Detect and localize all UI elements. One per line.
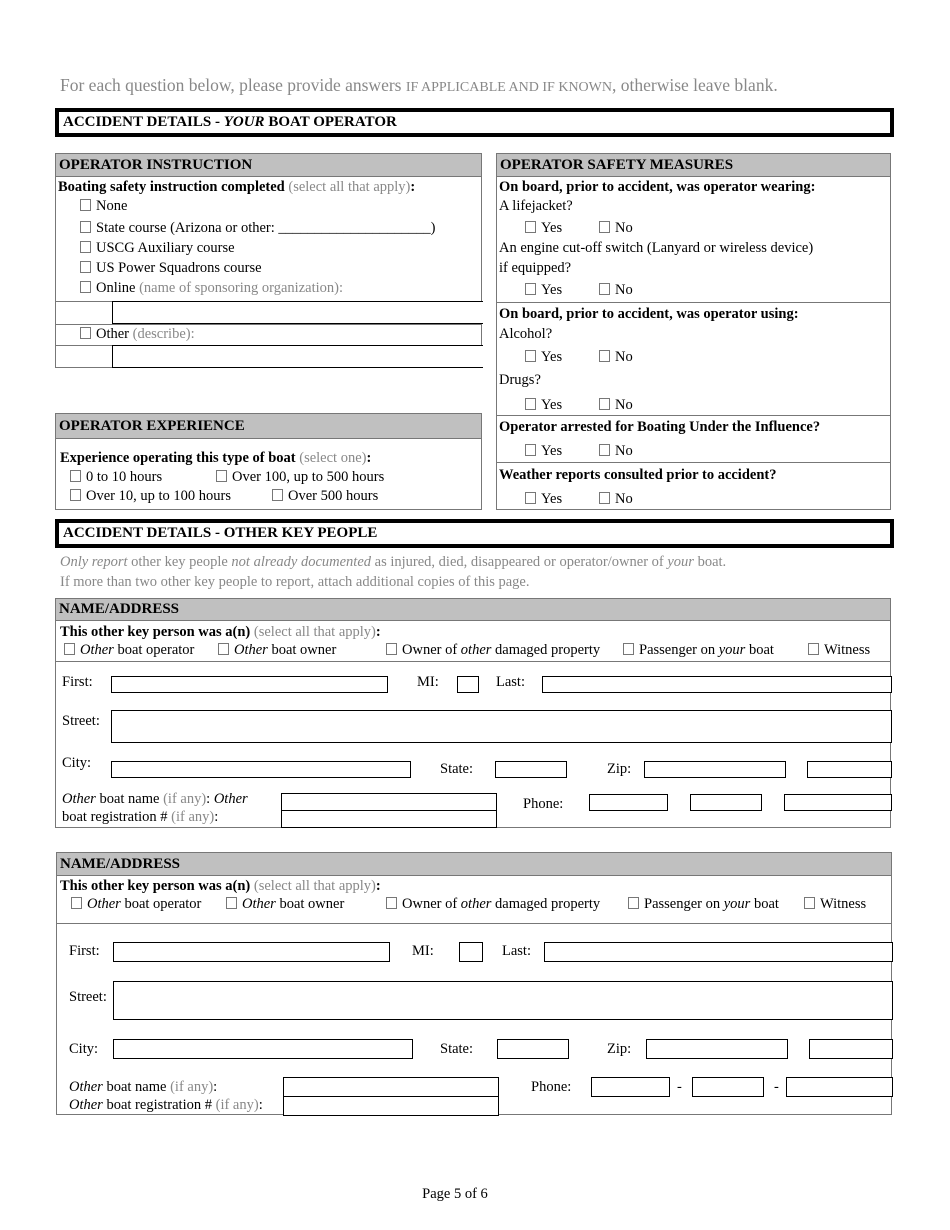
no-label: No — [615, 282, 633, 298]
boat-reg-label — [62, 809, 218, 826]
role-label: Witness — [820, 896, 867, 912]
role-italic: Other — [234, 642, 268, 658]
checkbox[interactable] — [226, 897, 237, 909]
no-label: No — [615, 397, 633, 413]
option-label: Online — [96, 280, 136, 296]
boat-reg-input[interactable] — [283, 1096, 499, 1116]
mi-input[interactable] — [457, 676, 479, 693]
checkbox[interactable] — [623, 643, 634, 655]
q-cutoff: An engine cut-off switch (Lanyard or wireless device) — [499, 240, 814, 256]
checkbox[interactable] — [216, 470, 227, 482]
label-hint: (if any) — [171, 809, 215, 825]
city-input[interactable] — [113, 1039, 413, 1059]
weather-yes[interactable] — [525, 491, 562, 508]
first-input[interactable] — [113, 942, 390, 962]
city-label: City: — [69, 1041, 99, 1057]
option-label: US Power Squadrons course — [96, 260, 262, 276]
section-operator-header — [55, 108, 894, 137]
option-uscg[interactable] — [80, 240, 235, 257]
role-label: boat — [750, 896, 779, 912]
zip4-input[interactable] — [807, 761, 892, 778]
note-text: boat. — [693, 554, 727, 570]
last-label: Last: — [496, 674, 525, 690]
label-italic: Other — [62, 791, 96, 807]
yes-label: Yes — [541, 491, 563, 507]
option-label: State course (Arizona or other: _____________________) — [96, 220, 436, 236]
question-hint: (select one) — [299, 450, 367, 466]
checkbox[interactable] — [599, 283, 610, 295]
section-title: ACCIDENT DETAILS - — [63, 114, 220, 130]
boat-reg-input[interactable] — [281, 810, 497, 828]
online-org-input[interactable] — [112, 301, 483, 324]
panel-title: NAME/ADDRESS — [57, 853, 891, 876]
checkbox[interactable] — [218, 643, 229, 655]
note-italic: not already documented — [231, 554, 372, 570]
role-witness[interactable] — [804, 896, 866, 913]
role-label: Witness — [824, 642, 871, 658]
checkbox[interactable] — [80, 327, 91, 339]
q-lifejacket: A lifejacket? — [499, 198, 573, 214]
no-label: No — [615, 443, 633, 459]
q-arrested: Operator arrested for Boating Under the Influence? — [499, 419, 821, 435]
role-other-owner[interactable] — [218, 642, 336, 659]
colon: : — [410, 179, 416, 195]
phone-prefix-input[interactable] — [690, 794, 762, 811]
yes-label: Yes — [541, 220, 563, 236]
option-usps[interactable] — [80, 260, 262, 277]
drugs-no[interactable] — [599, 397, 633, 414]
first-input[interactable] — [111, 676, 388, 693]
operator-safety-panel — [496, 153, 891, 510]
note-italic: your — [667, 554, 694, 570]
phone-area-input[interactable] — [591, 1077, 670, 1097]
checkbox[interactable] — [80, 281, 91, 293]
option-100-500[interactable] — [216, 469, 384, 486]
phone-area-input[interactable] — [589, 794, 668, 811]
label-hint: (if any) — [163, 791, 207, 807]
checkbox[interactable] — [599, 444, 610, 456]
instructions-text-end: , otherwise leave blank. — [611, 75, 778, 95]
role-property-owner[interactable] — [386, 896, 600, 913]
boat-reg-label — [69, 1097, 263, 1114]
phone-prefix-input[interactable] — [692, 1077, 764, 1097]
colon: : — [206, 791, 211, 807]
checkbox[interactable] — [70, 489, 81, 501]
option-hint: (describe): — [132, 326, 195, 342]
role-label: boat — [745, 642, 774, 658]
checkbox[interactable] — [80, 261, 91, 273]
section-title-end: BOAT OPERATOR — [268, 114, 397, 130]
yes-label: Yes — [541, 282, 563, 298]
phone-label: Phone: — [523, 796, 564, 812]
colon: : — [214, 809, 219, 825]
no-label: No — [615, 220, 633, 236]
question-hint: (select all that apply) — [288, 179, 411, 195]
operator-instruction-panel — [55, 153, 482, 368]
checkbox[interactable] — [272, 489, 283, 501]
role-other-operator[interactable] — [64, 642, 194, 659]
checkbox[interactable] — [525, 398, 536, 410]
label-hint: (if any) — [215, 1097, 259, 1113]
yes-label: Yes — [541, 443, 563, 459]
state-input[interactable] — [495, 761, 567, 778]
instructions-caps: IF APPLICABLE AND IF KNOWN — [405, 80, 612, 95]
section-other-header: ACCIDENT DETAILS - OTHER KEY PEOPLE — [55, 519, 894, 548]
option-label: Other — [96, 326, 130, 342]
zip-label: Zip: — [607, 1041, 632, 1057]
checkbox[interactable] — [386, 897, 397, 909]
option-online[interactable] — [80, 280, 343, 297]
note-text: other key people — [127, 554, 232, 570]
person-1-panel — [55, 598, 891, 828]
role-witness[interactable] — [808, 642, 870, 659]
label-text: boat name — [95, 791, 164, 807]
city-label: City: — [62, 755, 92, 771]
role-question — [60, 624, 381, 641]
page-number: Page 5 of 6 — [422, 1186, 488, 1202]
label-text: boat registration # — [62, 809, 172, 825]
zip-label: Zip: — [607, 761, 632, 777]
q-cutoff-2: if equipped? — [499, 260, 572, 276]
state-label: State: — [440, 761, 474, 777]
role-label: damaged property — [491, 642, 601, 658]
colon: : — [375, 624, 381, 640]
street-label: Street: — [62, 713, 100, 729]
option-10-100[interactable] — [70, 488, 231, 505]
zip-input[interactable] — [644, 761, 786, 778]
role-italic: Other — [87, 896, 121, 912]
panel-title: OPERATOR INSTRUCTION — [56, 154, 481, 177]
mi-input[interactable] — [459, 942, 483, 962]
role-italic: your — [718, 642, 746, 658]
checkbox[interactable] — [64, 643, 75, 655]
option-state-course[interactable] — [80, 220, 435, 237]
role-italic: other — [460, 642, 492, 658]
no-label: No — [615, 349, 633, 365]
question-text: This other key person was a(n) — [60, 878, 251, 894]
checkbox[interactable] — [71, 897, 82, 909]
instruction-question — [58, 179, 415, 196]
other-describe-input[interactable] — [112, 345, 483, 368]
option-500[interactable] — [272, 488, 378, 505]
arrested-no[interactable] — [599, 443, 633, 460]
cutoff-no[interactable] — [599, 282, 633, 299]
role-italic: your — [723, 896, 751, 912]
option-label: None — [96, 198, 128, 214]
yes-label: Yes — [541, 397, 563, 413]
phone-dash: - — [677, 1079, 682, 1095]
checkbox[interactable] — [599, 398, 610, 410]
other-note-1 — [60, 554, 726, 571]
q-weather: Weather reports consulted prior to accident? — [499, 467, 777, 483]
alcohol-no[interactable] — [599, 349, 633, 366]
checkbox[interactable] — [628, 897, 639, 909]
phone-line-input[interactable] — [784, 794, 892, 811]
last-input[interactable] — [542, 676, 892, 693]
boat-name-input[interactable] — [281, 793, 497, 811]
state-input[interactable] — [497, 1039, 569, 1059]
role-label: boat operator — [120, 896, 202, 912]
zip4-input[interactable] — [809, 1039, 893, 1059]
note-italic: Only report — [60, 554, 128, 570]
boat-name-label — [62, 791, 248, 808]
q-using: On board, prior to accident, was operator using: — [499, 306, 799, 322]
colon: : — [258, 1097, 263, 1113]
label-italic: Other — [213, 791, 248, 807]
label-text: boat name — [102, 1079, 171, 1095]
role-label: boat operator — [113, 642, 195, 658]
experience-question — [60, 450, 371, 467]
checkbox[interactable] — [386, 643, 397, 655]
role-label: Passenger on — [644, 896, 724, 912]
lifejacket-yes[interactable] — [525, 220, 562, 237]
mi-label: MI: — [412, 943, 434, 959]
person-2-panel — [56, 852, 892, 1115]
boat-name-label — [69, 1079, 217, 1096]
checkbox[interactable] — [80, 241, 91, 253]
other-note-2: If more than two other key people to report, attach additional copies of this page. — [60, 574, 530, 590]
checkbox[interactable] — [525, 350, 536, 362]
note-text: as injured, died, disappeared or operator/owner of — [371, 554, 668, 570]
operator-experience-panel — [55, 413, 482, 510]
panel-title: OPERATOR SAFETY MEASURES — [497, 154, 890, 177]
checkbox[interactable] — [80, 199, 91, 211]
role-property-owner[interactable] — [386, 642, 600, 659]
role-passenger[interactable] — [623, 642, 774, 659]
street-input[interactable] — [113, 981, 893, 1020]
instructions-text: For each question below, please provide answers — [60, 75, 406, 95]
q-alcohol: Alcohol? — [499, 326, 553, 342]
option-hint: (name of sponsoring organization): — [139, 280, 343, 296]
arrested-yes[interactable] — [525, 443, 562, 460]
zip-input[interactable] — [646, 1039, 788, 1059]
no-label: No — [615, 491, 633, 507]
city-input[interactable] — [111, 761, 411, 778]
q-drugs: Drugs? — [499, 372, 541, 388]
label-italic: Other — [69, 1097, 103, 1113]
panel-title: NAME/ADDRESS — [56, 599, 890, 621]
role-italic: Other — [242, 896, 276, 912]
role-other-operator[interactable] — [71, 896, 201, 913]
last-label: Last: — [502, 943, 531, 959]
phone-line-input[interactable] — [786, 1077, 893, 1097]
checkbox[interactable] — [525, 283, 536, 295]
mi-label: MI: — [417, 674, 439, 690]
role-label: Passenger on — [639, 642, 719, 658]
street-input[interactable] — [111, 710, 892, 743]
option-none[interactable] — [80, 198, 127, 215]
first-label: First: — [69, 943, 100, 959]
role-label: Owner of — [402, 642, 461, 658]
section-title-italic: YOUR — [223, 114, 265, 130]
instructions — [60, 75, 778, 96]
drugs-yes[interactable] — [525, 397, 562, 414]
phone-dash: - — [774, 1079, 779, 1095]
checkbox[interactable] — [80, 221, 91, 233]
checkbox[interactable] — [525, 492, 536, 504]
colon: : — [375, 878, 381, 894]
colon: : — [366, 450, 372, 466]
lifejacket-no[interactable] — [599, 220, 633, 237]
option-label: Over 500 hours — [288, 488, 379, 504]
role-italic: Other — [80, 642, 114, 658]
option-other[interactable] — [80, 326, 195, 343]
label-hint: (if any) — [170, 1079, 214, 1095]
first-label: First: — [62, 674, 93, 690]
question-text: Boating safety instruction completed — [58, 179, 285, 195]
label-italic: Other — [69, 1079, 103, 1095]
option-label: Over 100, up to 500 hours — [232, 469, 385, 485]
option-label: 0 to 10 hours — [86, 469, 163, 485]
street-label: Street: — [69, 989, 107, 1005]
checkbox[interactable] — [525, 221, 536, 233]
option-0-10[interactable] — [70, 469, 162, 486]
question-hint: (select all that apply) — [253, 624, 376, 640]
alcohol-yes[interactable] — [525, 349, 562, 366]
last-input[interactable] — [544, 942, 893, 962]
checkbox[interactable] — [599, 492, 610, 504]
checkbox[interactable] — [599, 350, 610, 362]
state-label: State: — [440, 1041, 474, 1057]
label-text: boat registration # — [102, 1097, 216, 1113]
phone-label: Phone: — [531, 1079, 572, 1095]
checkbox[interactable] — [525, 444, 536, 456]
colon: : — [213, 1079, 218, 1095]
role-passenger[interactable] — [628, 896, 779, 913]
role-label: damaged property — [491, 896, 601, 912]
role-question — [60, 878, 381, 895]
checkbox[interactable] — [70, 470, 81, 482]
role-other-owner[interactable] — [226, 896, 344, 913]
q-wearing: On board, prior to accident, was operator wearing: — [499, 179, 816, 195]
role-label: boat owner — [267, 642, 337, 658]
role-italic: other — [460, 896, 492, 912]
panel-title: OPERATOR EXPERIENCE — [56, 414, 481, 439]
checkbox[interactable] — [804, 897, 815, 909]
boat-name-input[interactable] — [283, 1077, 499, 1097]
role-label: boat owner — [275, 896, 345, 912]
question-text: Experience operating this type of boat — [60, 450, 296, 466]
checkbox[interactable] — [599, 221, 610, 233]
option-label: Over 10, up to 100 hours — [86, 488, 231, 504]
cutoff-yes[interactable] — [525, 282, 562, 299]
checkbox[interactable] — [808, 643, 819, 655]
yes-label: Yes — [541, 349, 563, 365]
option-label: USCG Auxiliary course — [96, 240, 235, 256]
weather-no[interactable] — [599, 491, 633, 508]
question-text: This other key person was a(n) — [60, 624, 251, 640]
role-label: Owner of — [402, 896, 461, 912]
question-hint: (select all that apply) — [253, 878, 376, 894]
